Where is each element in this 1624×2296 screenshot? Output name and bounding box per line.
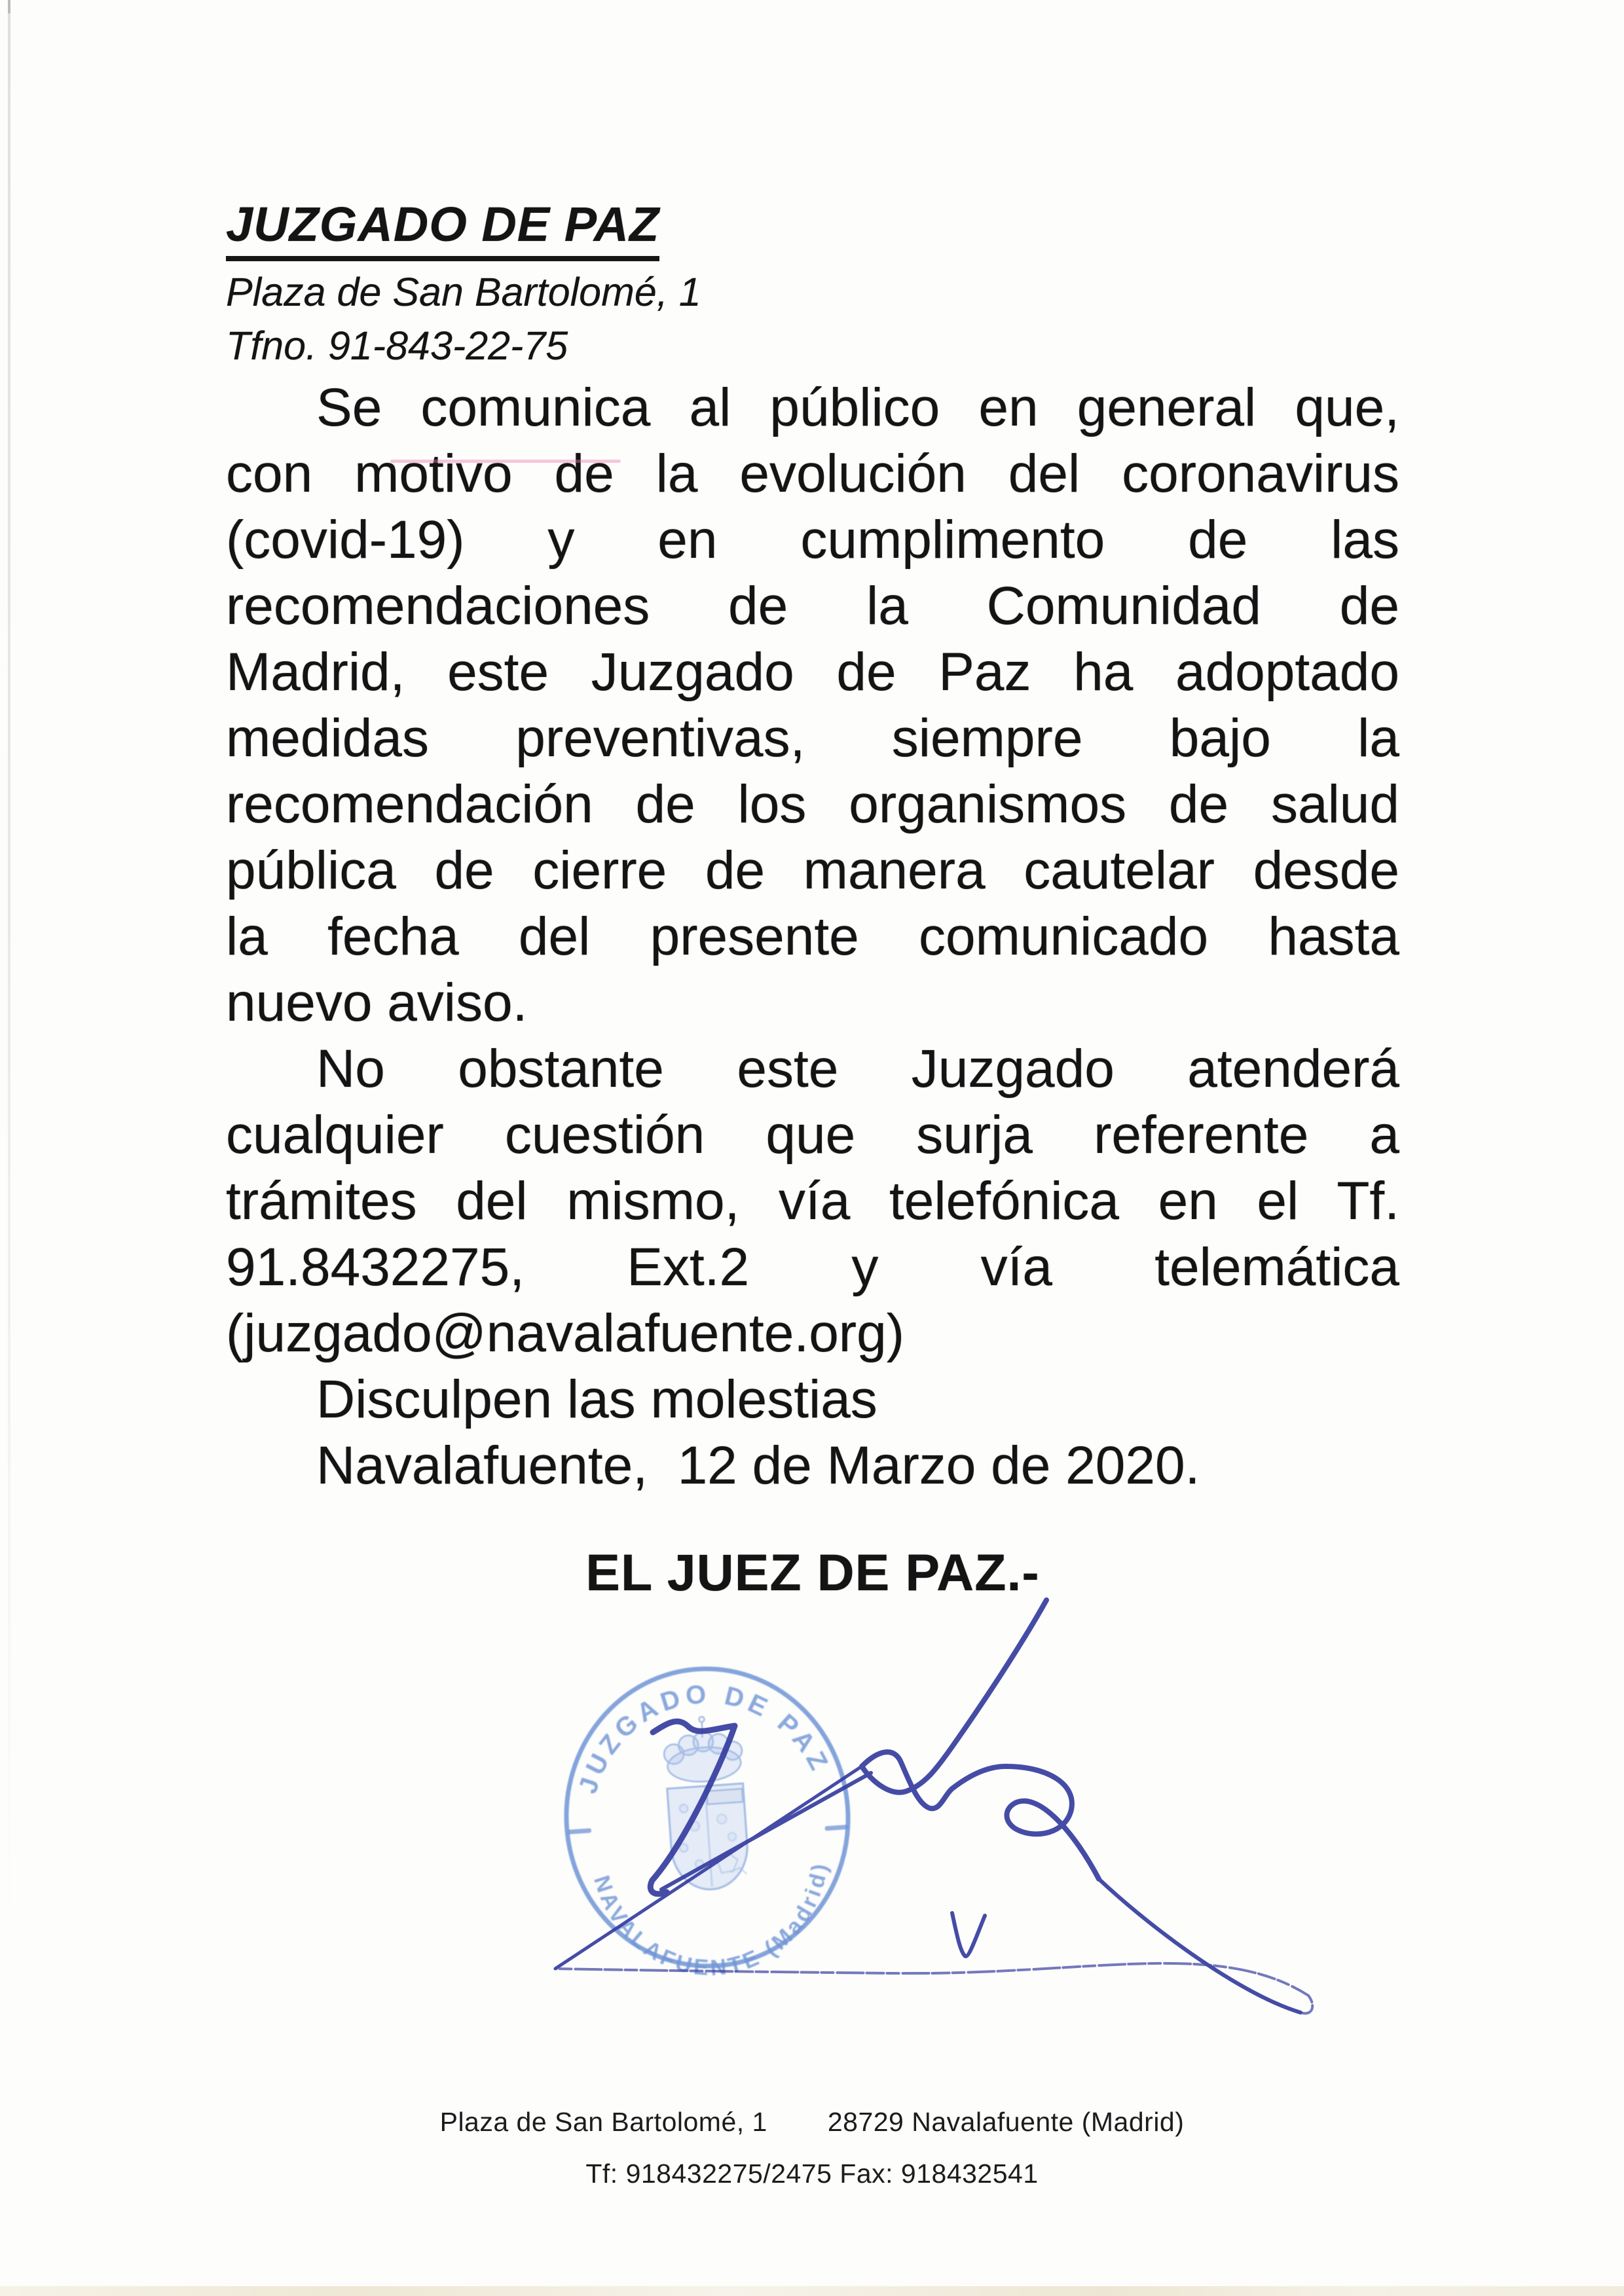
footer-address-line (0, 2107, 1624, 2138)
body-line: medidas preventivas, siempre bajo la (226, 708, 1399, 768)
letter-body (226, 374, 1399, 1499)
stamp-side-dash-right (824, 1825, 848, 1831)
closing-dateline: Navalafuente, 12 de Marzo de 2020. (316, 1436, 1200, 1495)
body-line: No obstante este Juzgado atenderá (316, 1039, 1399, 1099)
body-line: recomendación de los organismos de salud (226, 774, 1399, 834)
footer-address-street: Plaza de San Bartolomé, 1 (439, 2107, 767, 2137)
stamp-bottom-text: NAVALAFUENTE (Madrid) (589, 1859, 834, 1981)
footer-address-city: 28729 Navalafuente (Madrid) (827, 2107, 1185, 2137)
body-line: cualquier cuestión que surja referente a (226, 1105, 1399, 1165)
closing-apology-line: Disculpen las molestias (316, 1370, 877, 1429)
body-line: Se comunica al público en general que, (316, 378, 1399, 437)
stamp-top-text: JUZGADO DE PAZ (573, 1679, 836, 1797)
body-line: trámites del mismo, vía telefónica en el Tf. (226, 1171, 1399, 1231)
body-line: Madrid, este Juzgado de Paz ha adoptado (226, 642, 1399, 702)
scan-artifact-pink-underline (390, 460, 621, 463)
signature-diagonal-stroke (1099, 1879, 1301, 2013)
footer-phone-fax: Tf: 918432275/2475 Fax: 918432541 (585, 2159, 1039, 2189)
signature-heading: EL JUEZ DE PAZ.- (585, 1543, 1040, 1601)
body-line: (juzgado@navalafuente.org) (226, 1303, 905, 1363)
body-line: (covid-19) y en cumplimento de las (226, 510, 1399, 570)
page-footer (0, 2107, 1624, 2189)
body-line: la fecha del presente comunicado hasta (226, 907, 1399, 966)
body-line: pública de cierre de manera cautelar desde (226, 841, 1399, 900)
letterhead-address: Plaza de San Bartolomé, 1 (226, 270, 701, 314)
body-line: 91.8432275, Ext.2 y vía telemática (226, 1237, 1399, 1297)
letterhead-title: JUZGADO DE PAZ (226, 196, 659, 261)
body-line: recomendaciones de la Comunidad de (226, 576, 1399, 636)
letterhead (226, 196, 701, 369)
signature-main-flourish (862, 1600, 1099, 1879)
body-line: con motivo de la evolución del coronavirus (226, 444, 1399, 503)
scan-artifact-bottom-edge (0, 2286, 1624, 2296)
stamp-side-dash-left (568, 1828, 591, 1834)
letterhead-phone: Tfno. 91-843-22-75 (226, 323, 568, 368)
signature-triangle-return (555, 1963, 1312, 2013)
scan-artifact-left-line (8, 0, 10, 1931)
body-line: nuevo aviso. (226, 973, 528, 1032)
signature-v-mark (952, 1913, 985, 1956)
stamp-and-signature (498, 1571, 1362, 2095)
official-stamp (557, 1660, 859, 1990)
